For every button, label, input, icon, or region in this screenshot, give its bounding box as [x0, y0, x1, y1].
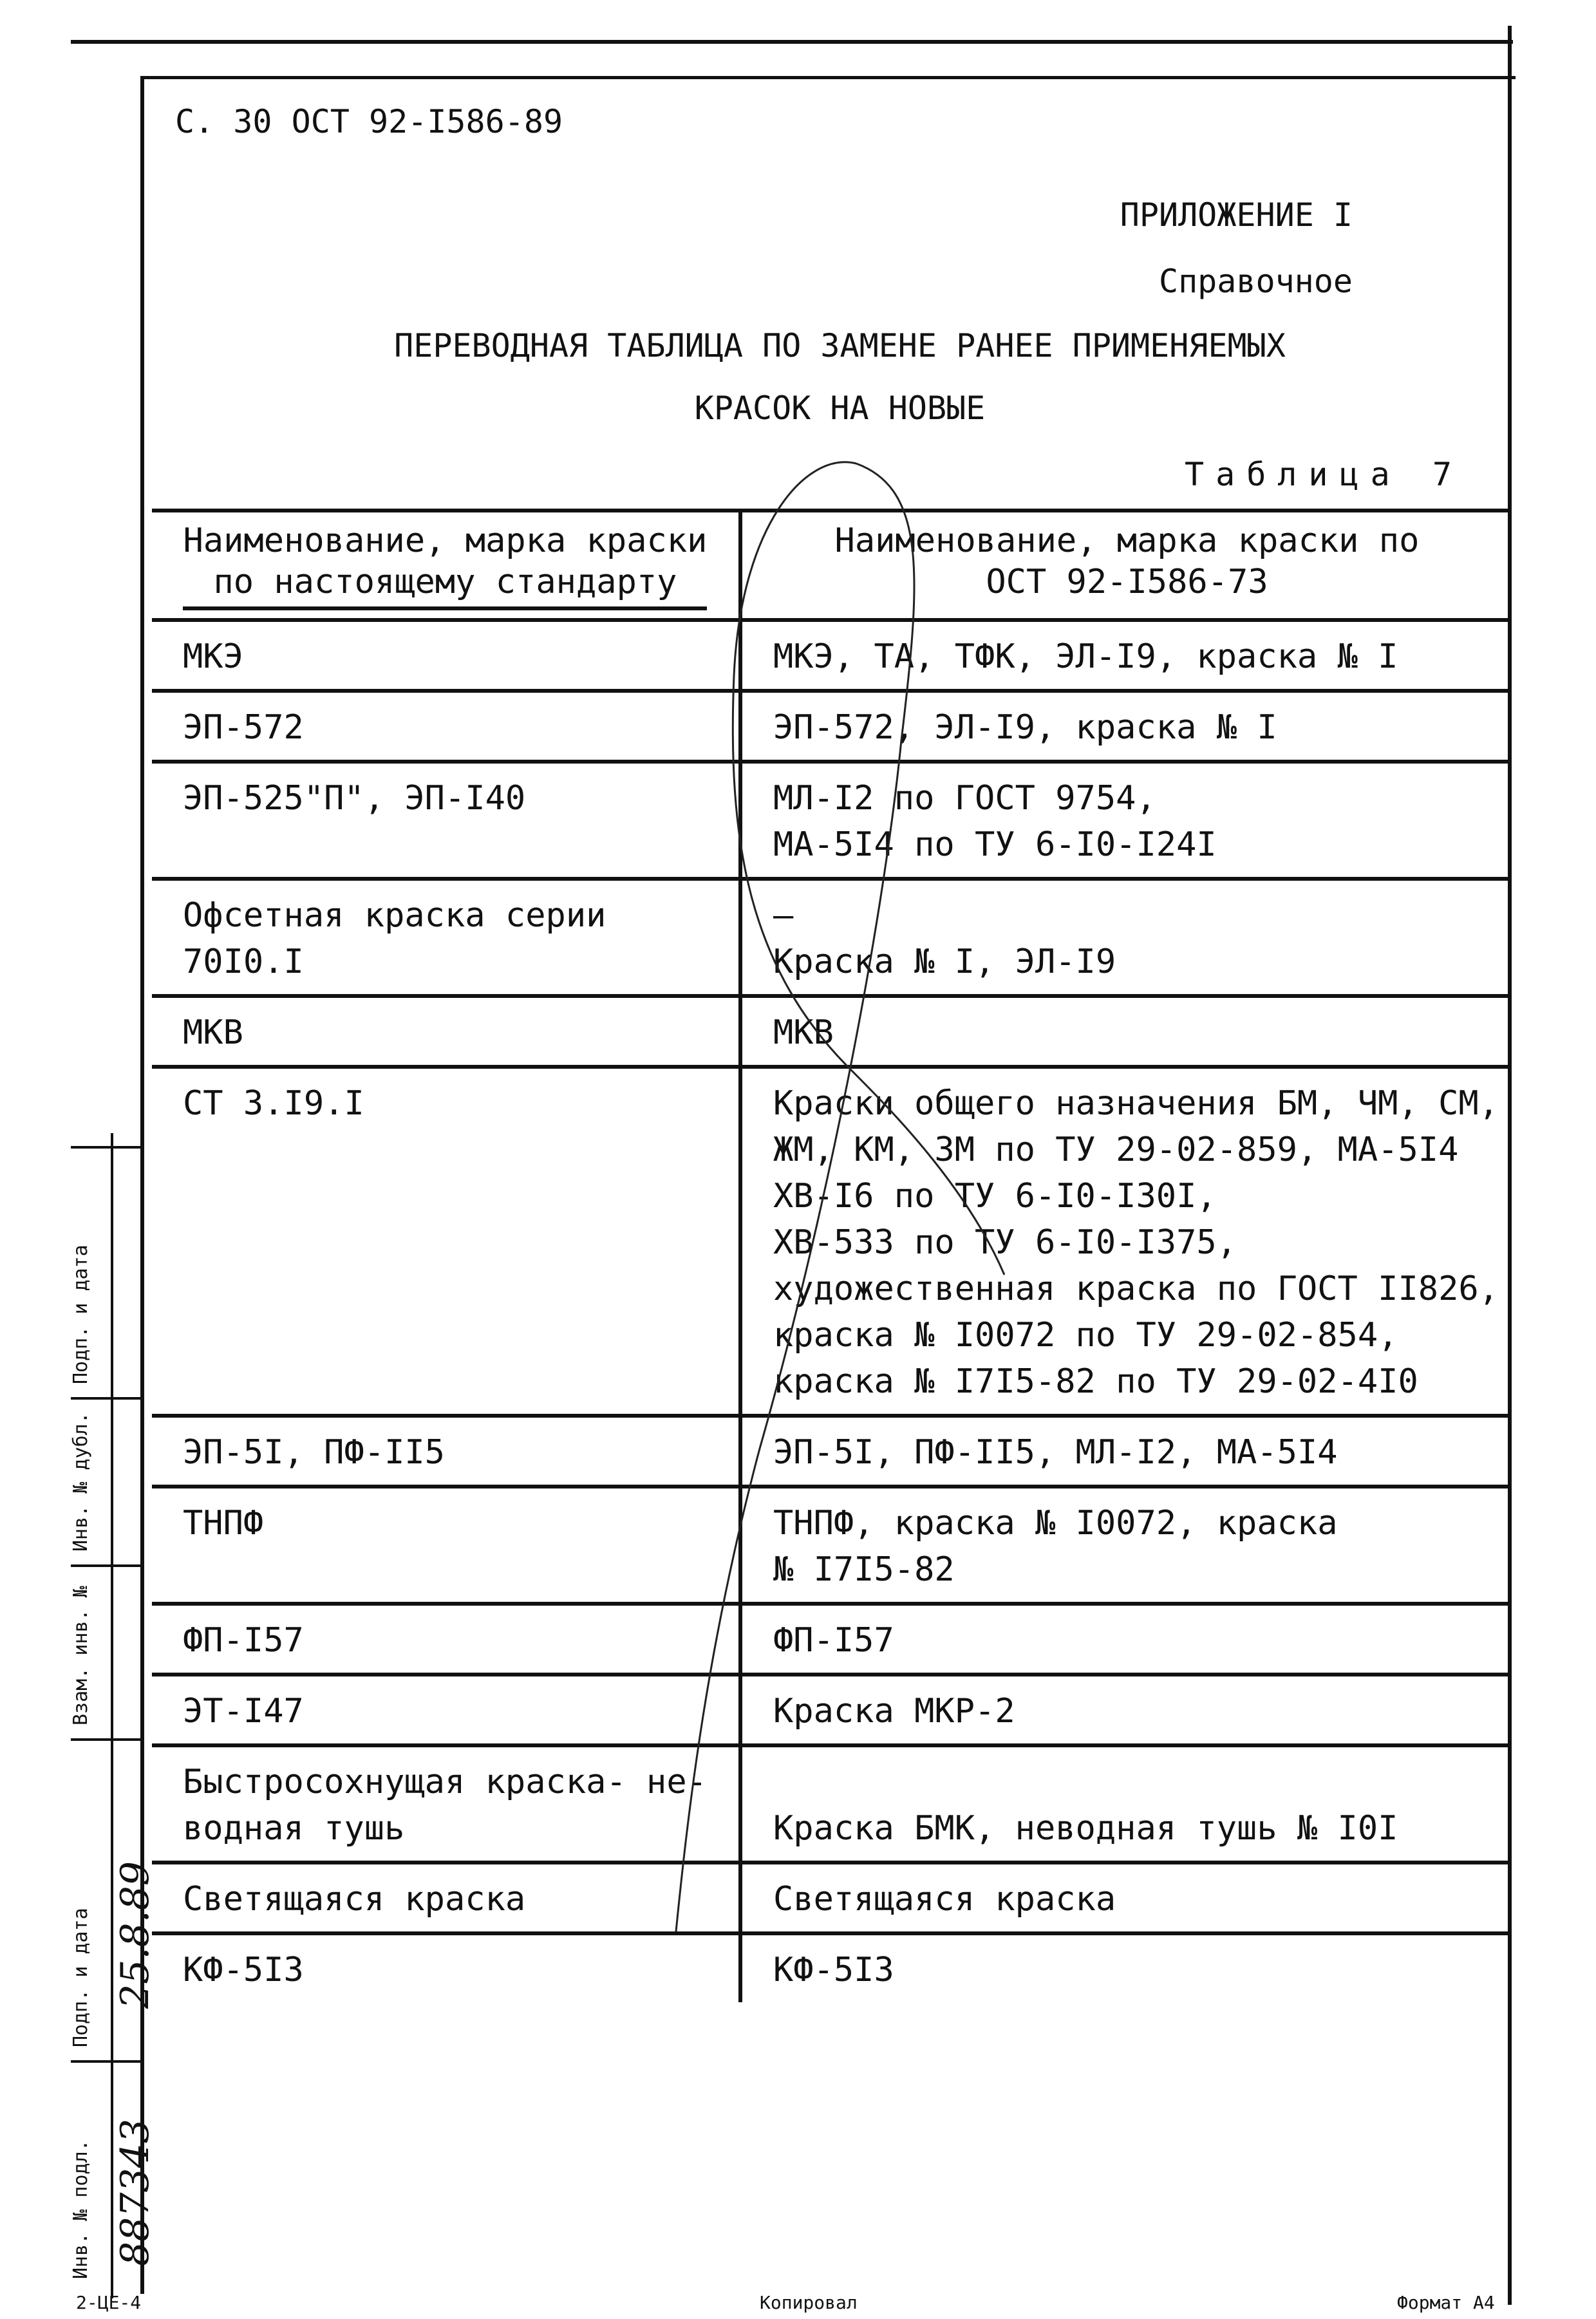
cell-text-line: МКЭ	[183, 637, 243, 676]
cell-text-line: ЭП-572	[183, 708, 304, 747]
cell-text-line: Краска № I, ЭЛ-I9	[773, 943, 1116, 981]
margin-stamp-rule	[71, 1146, 140, 1149]
cell-text-line: МКЭ, ТА, ТФК, ЭЛ-I9, краска № I	[773, 637, 1398, 676]
table-row	[152, 691, 1512, 762]
cell-text-line: краска № I0072 по ТУ 29-02-854,	[773, 1316, 1398, 1355]
cell-text-line: —	[773, 896, 794, 935]
cell-text-line: ЖМ, КМ, ЗМ по ТУ 29-02-859, МА-5I4	[773, 1131, 1459, 1169]
cell-text-line: ЭП-5I, ПФ-II5, МЛ-I2, МА-5I4	[773, 1433, 1338, 1472]
column-header-current-standard: Наименование, марка краски по настоящему стандарту	[152, 511, 740, 620]
table-row	[152, 879, 1512, 996]
conversion-table	[152, 509, 1512, 2002]
appendix-type: Справочное	[1158, 263, 1353, 300]
cell-previous-paint	[740, 620, 1512, 691]
stamp-label-signature: Подп. и дата	[70, 1908, 92, 2047]
cell-current-paint	[152, 1067, 740, 1416]
margin-stamp-rule	[71, 2060, 140, 2063]
cell-text-line: МКВ	[773, 1013, 834, 1052]
cell-text-line: Краски общего назначения БМ, ЧМ, СМ,	[773, 1084, 1499, 1123]
table-row	[152, 620, 1512, 691]
cell-text-line: ЭТ-I47	[183, 1692, 304, 1731]
table-row	[152, 1604, 1512, 1675]
table-body	[152, 620, 1512, 2002]
cell-previous-paint	[740, 996, 1512, 1067]
cell-text-line: КФ-5I3	[773, 1951, 894, 1989]
cell-text-line: ТНПФ	[183, 1504, 264, 1543]
table-label: Таблица 7	[1185, 456, 1463, 493]
cell-previous-paint	[740, 1675, 1512, 1745]
table-row	[152, 1745, 1512, 1863]
cell-current-paint	[152, 879, 740, 996]
cell-text-line: Светящаяся краска	[773, 1880, 1116, 1919]
cell-current-paint	[152, 996, 740, 1067]
cell-current-paint	[152, 1933, 740, 2002]
cell-current-paint	[152, 620, 740, 691]
appendix-label: ПРИЛОЖЕНИЕ I	[1120, 196, 1353, 234]
handwritten-signature-date: 25.8.89	[113, 1861, 158, 2009]
table-row	[152, 1416, 1512, 1487]
stamp-label-replace-inventory: Взам. инв. №	[70, 1586, 92, 1725]
stamp-label-duplicate-inventory: Инв. № дубл.	[70, 1412, 92, 1552]
cell-text-line: ТНПФ, краска № I0072, краска	[773, 1504, 1338, 1543]
cell-text-line: Краска МКР-2	[773, 1692, 1015, 1731]
cell-current-paint	[152, 1745, 740, 1863]
footer-format: Формат А4	[1397, 2292, 1495, 2313]
cell-text-line: ЭП-5I, ПФ-II5	[183, 1433, 445, 1472]
document-title-line-1: ПЕРЕВОДНАЯ ТАБЛИЦА ПО ЗАМЕНЕ РАНЕЕ ПРИМЕНЯЕМЫХ	[394, 327, 1286, 364]
cell-text-line: художественная краска по ГОСТ II826,	[773, 1270, 1499, 1308]
cell-previous-paint	[740, 1067, 1512, 1416]
cell-text-line: ЭП-525"П", ЭП-I40	[183, 779, 526, 818]
column-header-previous-standard: Наименование, марка краски по ОСТ 92-I586-73	[740, 511, 1512, 620]
cell-previous-paint	[740, 1416, 1512, 1487]
footer-copied-by: Копировал	[760, 2292, 858, 2313]
cell-previous-paint	[740, 879, 1512, 996]
cell-text-line: ФП-I57	[183, 1621, 304, 1660]
cell-text-line: водная тушь	[183, 1809, 405, 1848]
cell-previous-paint	[740, 691, 1512, 762]
handwritten-inventory-number: 887343	[113, 2118, 158, 2266]
cell-current-paint	[152, 691, 740, 762]
cell-previous-paint	[740, 1604, 1512, 1675]
table-row	[152, 1863, 1512, 1933]
cell-text-line: СТ 3.I9.I	[183, 1084, 364, 1123]
cell-text-line: ХВ-I6 по ТУ 6-I0-I30I,	[773, 1177, 1217, 1216]
table-row	[152, 762, 1512, 879]
cell-previous-paint	[740, 1745, 1512, 1863]
cell-text-line: ХВ-533 по ТУ 6-I0-I375,	[773, 1223, 1237, 1262]
cell-text-line: ЭП-572, ЭЛ-I9, краска № I	[773, 708, 1277, 747]
cell-text-line: Быстросохнущая краска- не-	[183, 1763, 707, 1801]
cell-current-paint	[152, 1863, 740, 1933]
table-header-row	[152, 511, 1512, 620]
cell-current-paint	[152, 1416, 740, 1487]
margin-stamp-rule	[71, 1397, 140, 1400]
cell-text-line: МКВ	[183, 1013, 243, 1052]
cell-current-paint	[152, 762, 740, 879]
cell-text-line: Офсетная краска серии	[183, 896, 606, 935]
cell-text-line: Краска БМК, неводная тушь № I0I	[773, 1809, 1398, 1848]
cell-current-paint	[152, 1487, 740, 1604]
cell-previous-paint	[740, 1863, 1512, 1933]
cell-text-line: ФП-I57	[773, 1621, 894, 1660]
cell-previous-paint	[740, 762, 1512, 879]
cell-current-paint	[152, 1604, 740, 1675]
cell-text-line: Светящаяся краска	[183, 1880, 526, 1919]
cell-text-line: МЛ-I2 по ГОСТ 9754,	[773, 779, 1156, 818]
page-reference: С. 30 ОСТ 92-I586-89	[175, 103, 563, 140]
cell-current-paint	[152, 1675, 740, 1745]
footer-form-code: 2-ЦЕ-4	[76, 2292, 142, 2313]
margin-stamp-rule	[71, 1564, 140, 1567]
cell-text-line: КФ-5I3	[183, 1951, 304, 1989]
top-border-rule	[71, 40, 1513, 44]
cell-text-line: МА-5I4 по ТУ 6-I0-I24I	[773, 825, 1217, 864]
cell-text-line: № I7I5-82	[773, 1550, 955, 1589]
stamp-label-signature-2: Подп. и дата	[70, 1244, 92, 1384]
table-row	[152, 996, 1512, 1067]
document-title-line-2: КРАСОК НА НОВЫЕ	[694, 390, 986, 427]
table-row	[152, 1933, 1512, 2002]
table-row	[152, 1487, 1512, 1604]
table-row	[152, 1067, 1512, 1416]
stamp-label-inventory: Инв. № подл.	[70, 2139, 92, 2279]
cell-text-line	[773, 1759, 1499, 1805]
margin-stamp-rule	[71, 1738, 140, 1741]
cell-text-line: 70I0.I	[183, 943, 304, 981]
cell-previous-paint	[740, 1487, 1512, 1604]
cell-text-line: краска № I7I5-82 по ТУ 29-02-4I0	[773, 1362, 1418, 1401]
table-row	[152, 1675, 1512, 1745]
cell-previous-paint	[740, 1933, 1512, 2002]
